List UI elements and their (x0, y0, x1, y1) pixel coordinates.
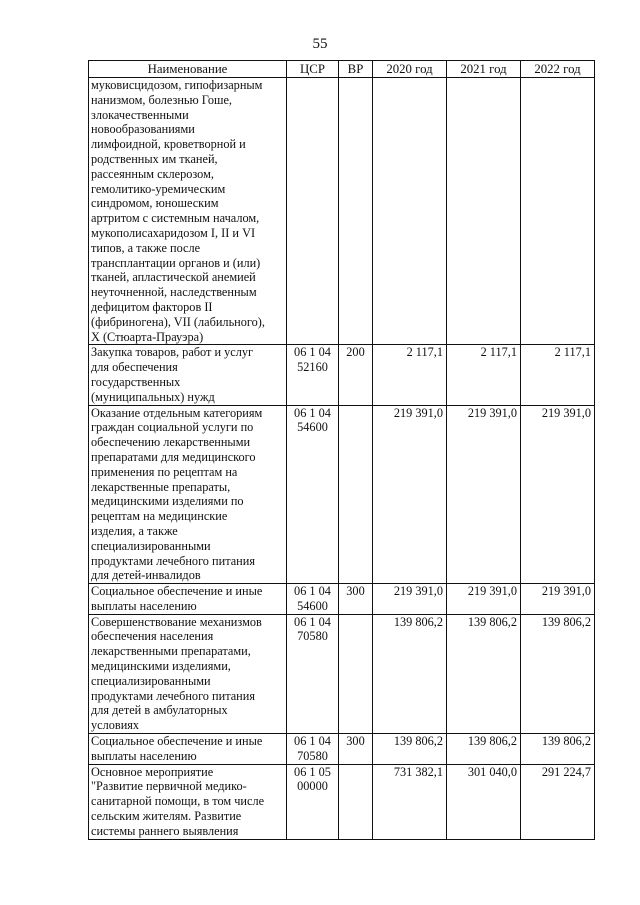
row-vr: 300 (339, 734, 373, 765)
row-2022 (521, 78, 595, 345)
row-name: Закупка товаров, работ и услуг для обеспечения государственных (муниципальных) нужд (89, 345, 287, 405)
row-vr (339, 78, 373, 345)
row-2020: 2 117,1 (373, 345, 447, 405)
row-2021: 219 391,0 (447, 405, 521, 584)
header-name: Наименование (89, 61, 287, 78)
row-csr: 06 1 04 70580 (287, 614, 339, 733)
row-2022: 219 391,0 (521, 405, 595, 584)
row-2021: 139 806,2 (447, 614, 521, 733)
row-2021: 301 040,0 (447, 764, 521, 839)
row-csr: 06 1 05 00000 (287, 764, 339, 839)
row-2020: 731 382,1 (373, 764, 447, 839)
row-vr: 300 (339, 584, 373, 615)
row-csr: 06 1 04 54600 (287, 405, 339, 584)
table-row (89, 764, 595, 839)
row-name: муковисцидозом, гипофизарным нанизмом, болезнью Гоше, злокачественными новообразованиями лимфоидной, кроветворной и родственных им тканей, рассеянным склерозом, гемолитико-уремическим синдромом, юношеским артритом с системным началом, мукополисахаридозом I, II и VI типов, а также после трансплантации органов и (или) тканей, апластической анемией неуточненной, наследственным дефицитом факторов II (фибриногена), VII (лабильного), X (Стюарта-Прауэра) (89, 78, 287, 345)
row-csr: 06 1 04 54600 (287, 584, 339, 615)
row-name: Социальное обеспечение и иные выплаты населению (89, 734, 287, 765)
header-2022: 2022 год (521, 61, 595, 78)
row-csr (287, 78, 339, 345)
table-row (89, 614, 595, 733)
row-vr: 200 (339, 345, 373, 405)
row-2020: 139 806,2 (373, 734, 447, 765)
header-2020: 2020 год (373, 61, 447, 78)
row-name: Основное мероприятие "Развитие первичной медико- санитарной помощи, в том числе сельским жителям. Развитие системы раннего выявления (89, 764, 287, 839)
row-2020: 219 391,0 (373, 405, 447, 584)
row-2020 (373, 78, 447, 345)
row-2021: 219 391,0 (447, 584, 521, 615)
header-vr: ВР (339, 61, 373, 78)
row-vr (339, 764, 373, 839)
row-2022: 139 806,2 (521, 614, 595, 733)
row-name: Социальное обеспечение и иные выплаты населению (89, 584, 287, 615)
row-2022: 219 391,0 (521, 584, 595, 615)
budget-table (88, 60, 595, 840)
row-csr: 06 1 04 70580 (287, 734, 339, 765)
row-2021: 139 806,2 (447, 734, 521, 765)
table-row (89, 78, 595, 345)
header-csr: ЦСР (287, 61, 339, 78)
row-csr: 06 1 04 52160 (287, 345, 339, 405)
row-2022: 139 806,2 (521, 734, 595, 765)
row-name: Совершенствование механизмов обеспечения населения лекарственными препаратами, медицинскими изделиями, специализированными продуктами лечебного питания для детей в амбулаторных условиях (89, 614, 287, 733)
row-2021 (447, 78, 521, 345)
row-2021: 2 117,1 (447, 345, 521, 405)
table-row (89, 734, 595, 765)
row-name: Оказание отдельным категориям граждан социальной услуги по обеспечению лекарственными препаратами для медицинского применения по рецептам на лекарственные препараты, медицинскими изделиями по рецептам на медицинские изделия, а также специализированными продуктами лечебного питания для детей-инвалидов (89, 405, 287, 584)
page-number: 55 (312, 36, 328, 52)
row-vr (339, 614, 373, 733)
header-2021: 2021 год (447, 61, 521, 78)
table-row (89, 405, 595, 584)
row-2022: 291 224,7 (521, 764, 595, 839)
table-row (89, 584, 595, 615)
row-2020: 139 806,2 (373, 614, 447, 733)
table-header-row (89, 61, 595, 78)
table-row (89, 345, 595, 405)
row-vr (339, 405, 373, 584)
row-2020: 219 391,0 (373, 584, 447, 615)
row-2022: 2 117,1 (521, 345, 595, 405)
